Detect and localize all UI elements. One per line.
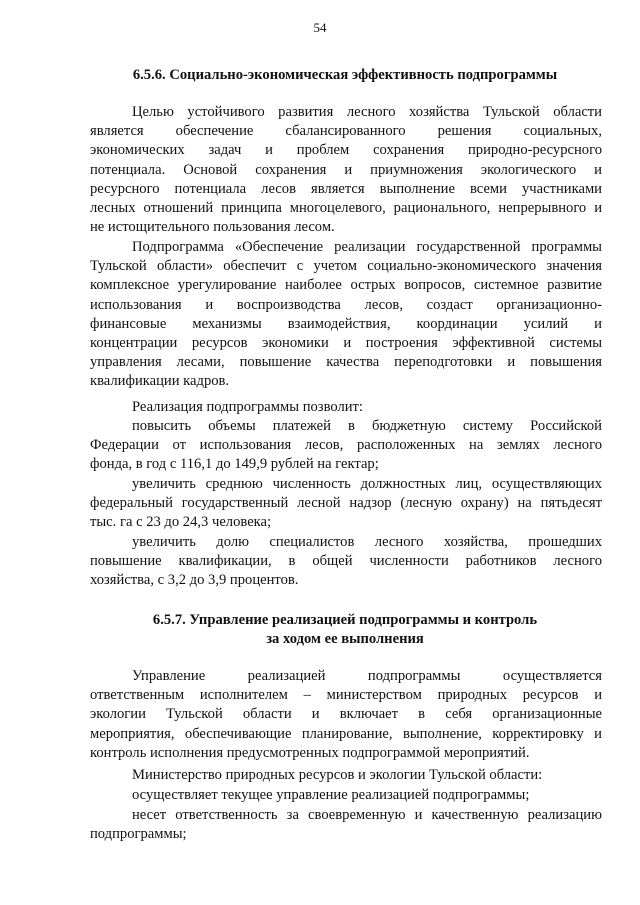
text-line: Реализация подпрограммы позволит:: [132, 399, 363, 415]
text-line: контроль исполнения предусмотренных подпрограммой мероприятий.: [90, 744, 530, 761]
text-line: повысить объемы платежей в бюджетную систему Российской: [132, 418, 602, 434]
text-line: не истощительного пользования лесом.: [90, 219, 335, 236]
paragraph: [90, 766, 602, 785]
text-line: увеличить долю специалистов лесного хозяйства, прошедших: [132, 534, 602, 550]
section-title: 6.5.6. Социально-экономическая эффективность подпрограммы: [132, 67, 558, 83]
text-line: Федерации от использования лесов, расположенных на землях лесного: [90, 437, 602, 454]
section-title-line: за ходом ее выполнения: [266, 631, 424, 647]
paragraph: [90, 398, 602, 417]
text-line: хозяйства, с 3,2 до 3,9 процентов.: [90, 572, 299, 589]
text-line: управления лесами, повышение качества переподготовки и повышения: [90, 354, 602, 371]
text-line: ресурсного потенциала лесов является выполнение всеми участниками: [90, 180, 602, 197]
text-line: комплексное урегулирование наиболее острых вопросов, системное развитие: [90, 277, 602, 294]
paragraph: [90, 786, 602, 805]
text-line: повышение квалификации, в общей численности работников лесного: [90, 553, 602, 570]
text-line: подпрограммы;: [90, 826, 187, 843]
paragraph: [90, 806, 602, 844]
text-line: квалификации кадров.: [90, 373, 230, 390]
paragraph: [90, 475, 602, 533]
text-line: концентрации ресурсов экономики и построения эффективной системы: [90, 335, 602, 352]
text-line: финансовые механизмы взаимодействия, координации усилий и: [90, 315, 602, 332]
paragraph: [90, 103, 602, 237]
text-line: тыс. га с 23 до 24,3 человека;: [90, 514, 272, 531]
text-line: Тульской области» обеспечит с учетом социально-экономического значения: [90, 258, 602, 275]
page-number: 54: [313, 20, 327, 35]
text-line: экономических задач и проблем сохранения природно-ресурсного: [90, 142, 602, 159]
section-6-5-6-heading: [90, 66, 600, 85]
section-title-line: 6.5.7. Управление реализацией подпрограммы и контроль: [152, 612, 538, 628]
text-line: потенциала. Основой сохранения и приумножения экологического и: [90, 161, 602, 178]
text-line: использования и воспроизводства лесов, создаст организационно-: [90, 296, 602, 313]
text-line: Подпрограмма «Обеспечение реализации государственной программы: [132, 239, 602, 255]
paragraph: [90, 238, 602, 392]
text-line: мероприятия, обеспечивающие планирование, выполнение, корректировку и: [90, 725, 602, 742]
text-line: ответственным исполнителем – министерством природных ресурсов и: [90, 687, 602, 704]
paragraph: [90, 417, 602, 475]
text-line: Целью устойчивого развития лесного хозяйства Тульской области: [132, 104, 602, 120]
text-line: лесных отношений принципа многоцелевого, рационального, непрерывного и: [90, 200, 602, 217]
text-line: увеличить среднюю численность должностных лиц, осуществляющих: [132, 476, 602, 492]
text-line: фонда, в год с 116,1 до 149,9 рублей на гектар;: [90, 456, 379, 473]
text-line: федеральный государственный лесной надзор (лесную охрану) на пятьдесят: [90, 495, 602, 512]
text-line: является обеспечение сбалансированного решения социальных,: [90, 123, 602, 140]
section-6-5-7-heading: [90, 611, 600, 649]
text-line: несет ответственность за своевременную и качественную реализацию: [132, 807, 602, 823]
paragraph: [90, 667, 602, 763]
text-line: экологии Тульской области и включает в себя организационные: [90, 706, 602, 723]
text-line: Министерство природных ресурсов и экологии Тульской области:: [132, 767, 543, 783]
paragraph: [90, 533, 602, 591]
text-line: Управление реализацией подпрограммы осуществляется: [132, 668, 602, 684]
text-line: осуществляет текущее управление реализацией подпрограммы;: [132, 787, 530, 803]
